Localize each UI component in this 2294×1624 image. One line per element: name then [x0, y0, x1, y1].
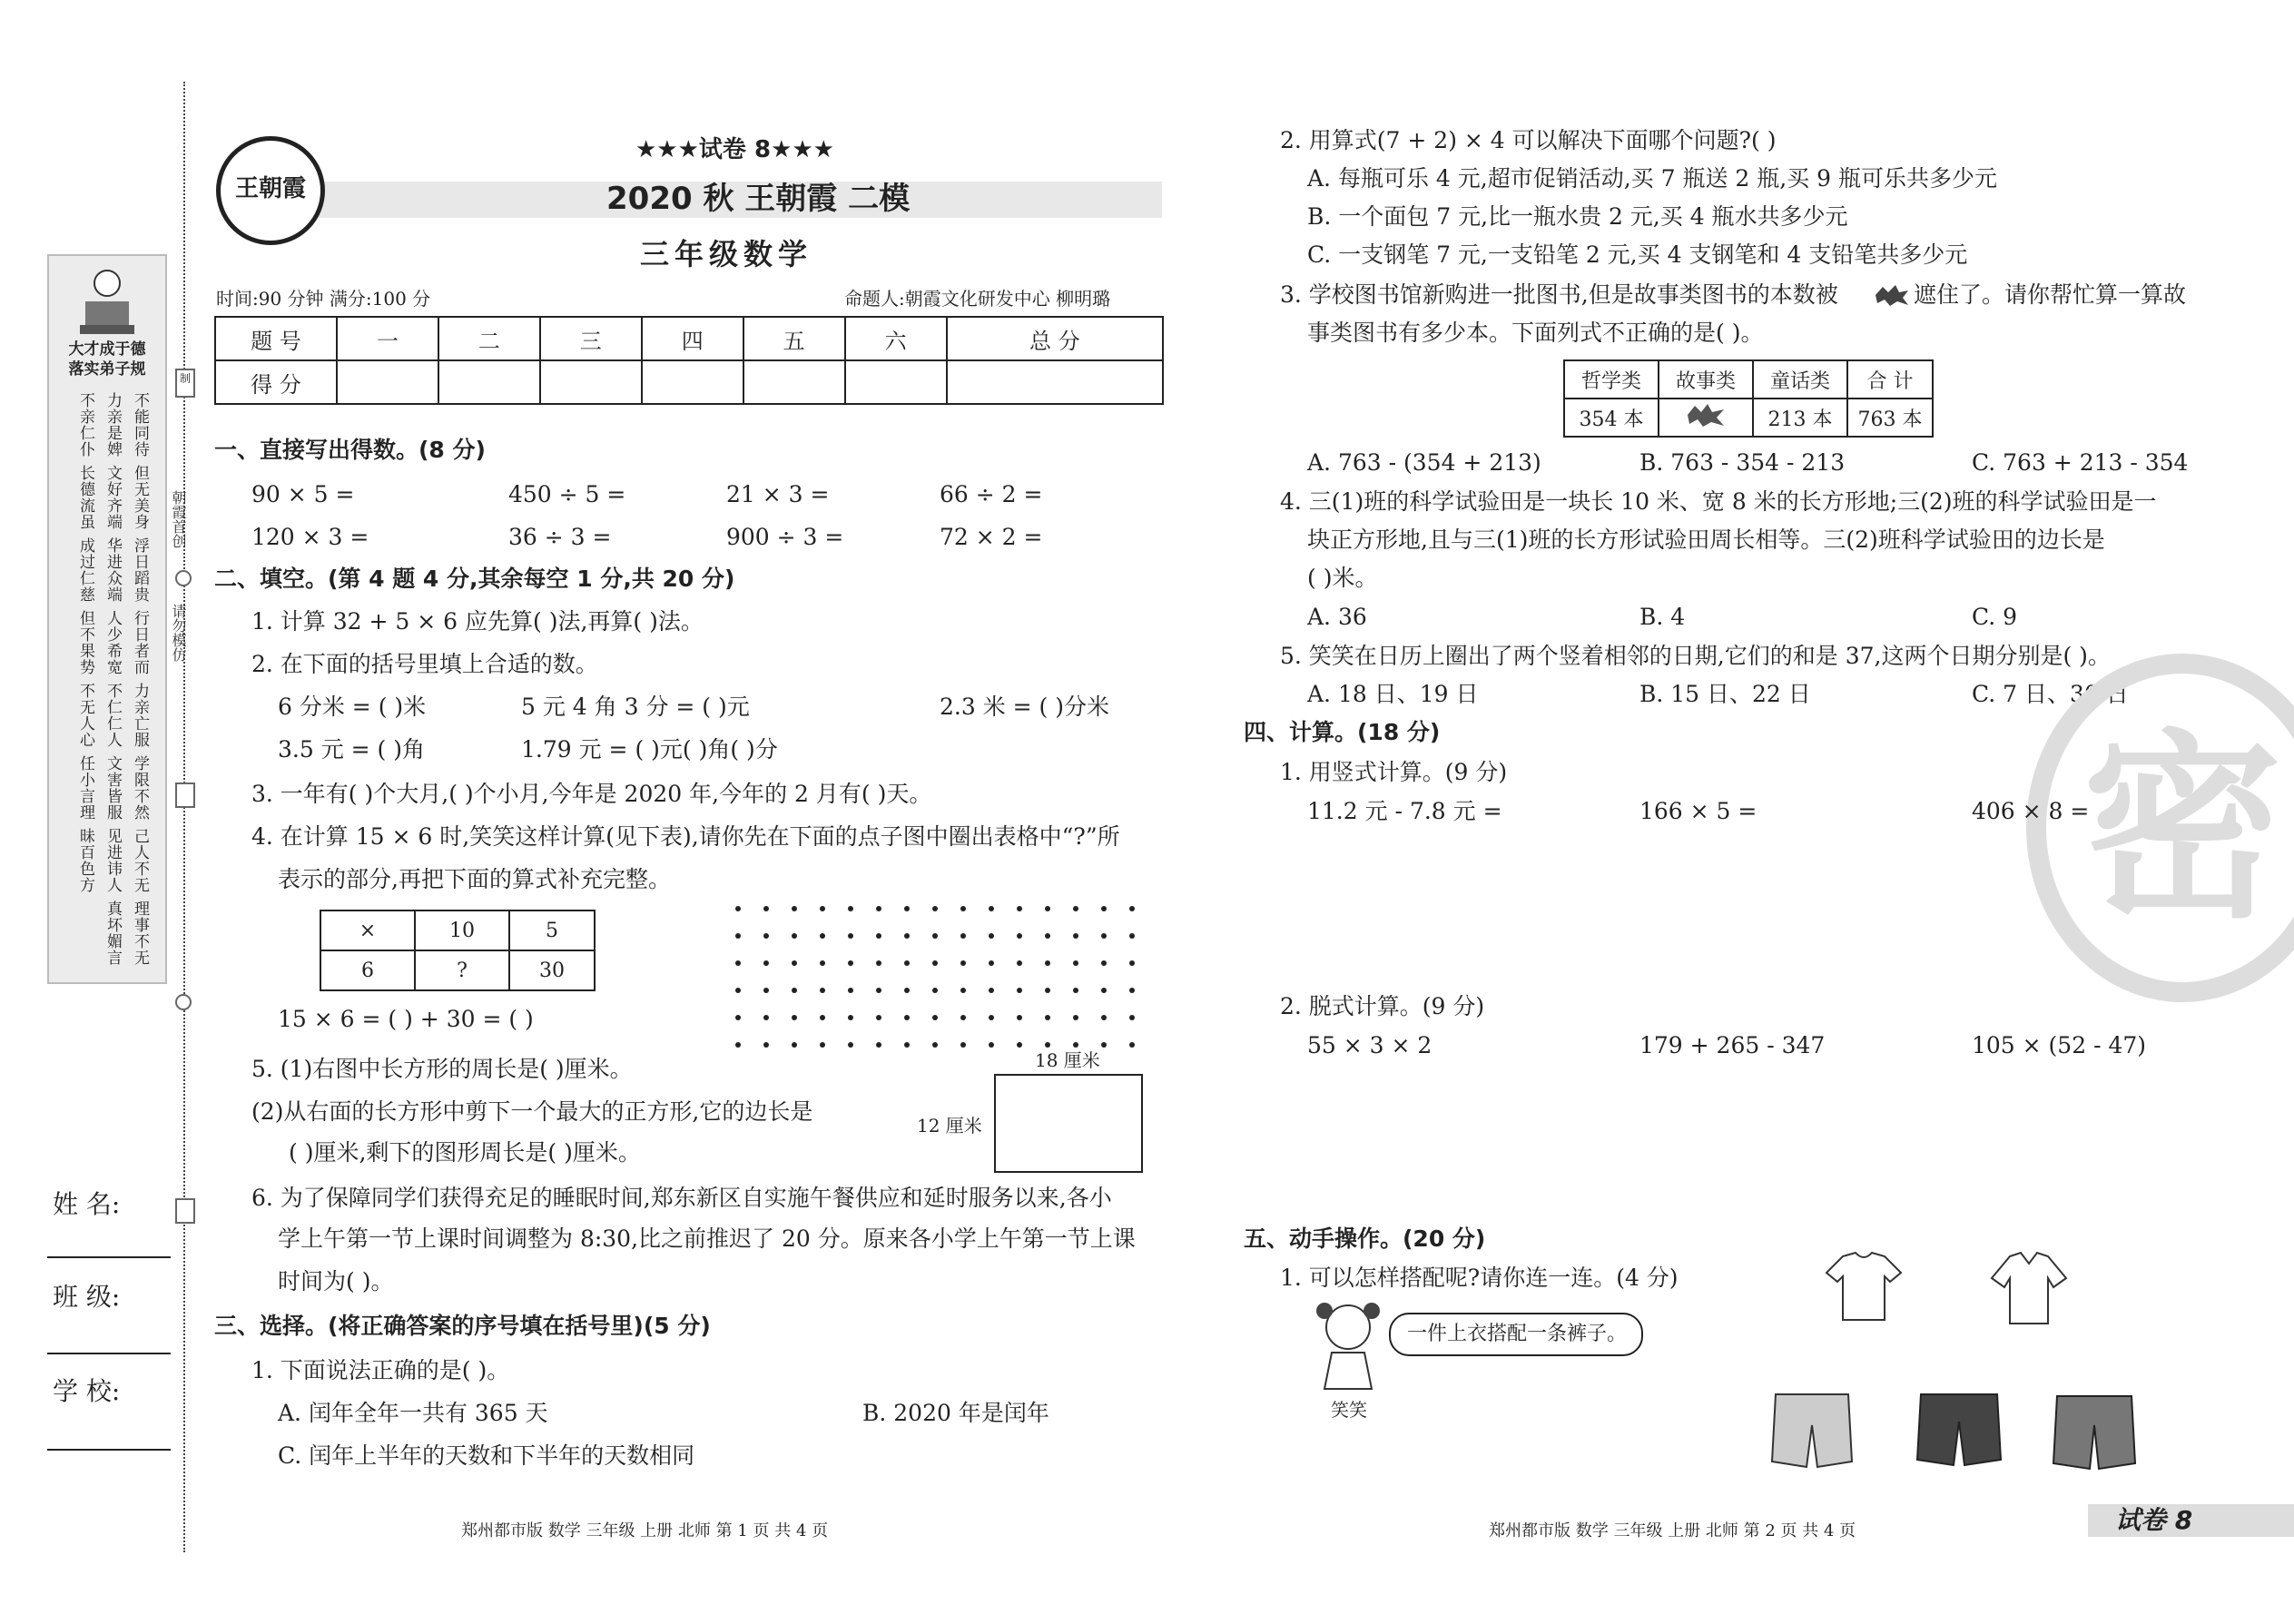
score-input[interactable] — [337, 360, 438, 404]
grid-dot — [820, 1042, 825, 1048]
table-cell: × — [320, 910, 415, 950]
grid-dot — [735, 1015, 741, 1020]
grid-dot — [876, 933, 881, 939]
q3-item-4c: ( )米。 — [1307, 565, 1378, 591]
table-cell: 213 本 — [1753, 399, 1847, 437]
q4-item-1: 1. 用竖式计算。(9 分) — [1280, 759, 1508, 785]
seal-mark-3 — [175, 782, 195, 808]
q3-option: C. 7 日、30 日 — [1972, 681, 2129, 707]
grid-dot — [960, 960, 966, 966]
q2-item-6a: 6. 为了保障同学们获得充足的睡眠时间,郑东新区自实施午餐供应和延时服务以来,各小 — [251, 1185, 1112, 1211]
q4-expr: 55 × 3 × 2 — [1307, 1032, 1433, 1058]
grid-dot — [820, 906, 825, 911]
q1-item: 120 × 3 = — [251, 524, 369, 550]
q3-option: B. 15 日、22 日 — [1639, 681, 1811, 707]
q3-item-3a: 3. 学校图书馆新购进一批图书,但是故事类图书的本数被 — [1280, 281, 1838, 308]
table-cell: ? — [415, 950, 509, 990]
q2-heading: 二、填空。(第 4 题 4 分,其余每空 1 分,共 20 分) — [214, 566, 735, 592]
q4-item-2: 2. 脱式计算。(9 分) — [1280, 993, 1485, 1019]
footer-tag: 试卷 8 — [2115, 1505, 2193, 1535]
ink-blot-icon — [1874, 283, 1910, 307]
grid-dot — [1017, 933, 1022, 939]
q2-item-4c: 15 × 6 = ( ) + 30 = ( ) — [278, 1006, 534, 1032]
q4-expr: 406 × 8 = — [1972, 798, 2090, 824]
girl-label: 笑笑 — [1331, 1399, 1367, 1421]
grid-dot — [1129, 906, 1135, 911]
grid-dot — [792, 1042, 797, 1048]
grid-dot — [1129, 933, 1135, 939]
motto-column: 力亲是婢 — [103, 392, 122, 458]
footer-right: 郑州都市版 数学 三年级 上册 北师 第 2 页 共 4 页 — [1489, 1521, 1856, 1540]
grid-dot — [989, 933, 994, 939]
grid-dot — [1129, 988, 1135, 993]
blouse-icon[interactable] — [1988, 1251, 2070, 1329]
grid-dot — [792, 960, 797, 966]
paper-label: ★★★试卷 8★★★ — [635, 136, 834, 163]
logo-text: 王朝霞 — [234, 175, 306, 202]
motto-column: 不能同待 — [131, 392, 149, 458]
motto-column: 不无人心 — [76, 683, 94, 748]
grid-dot — [1073, 906, 1078, 911]
grid-dot — [1017, 960, 1022, 966]
seal-mark-5 — [175, 1198, 195, 1224]
q3-option: C. 9 — [1972, 604, 2018, 630]
jeans-shorts-icon[interactable] — [1770, 1389, 1854, 1471]
motto-columns — [58, 392, 158, 973]
school-field[interactable] — [47, 1449, 171, 1451]
table-cell — [1659, 399, 1753, 437]
girl-illustration-icon — [1312, 1298, 1384, 1398]
grid-dot — [735, 1042, 741, 1048]
q3-option: A. 763 - (354 + 213) — [1307, 449, 1541, 476]
motto-column: 文好齐端 — [103, 465, 122, 530]
grid-dot — [1045, 1015, 1050, 1020]
score-cell: 四 — [642, 317, 743, 360]
q4-heading: 四、计算。(18 分) — [1244, 719, 1441, 745]
q5-heading: 五、动手操作。(20 分) — [1244, 1225, 1486, 1252]
grid-dot — [1017, 1015, 1022, 1020]
motto-column: 华进众端 — [103, 537, 122, 603]
q3-option: A. 闰年全年一共有 365 天 — [278, 1400, 548, 1426]
grid-dot — [1129, 1042, 1135, 1048]
grid-dot — [1045, 933, 1050, 939]
score-table — [214, 316, 1164, 405]
score-cell: 五 — [743, 317, 845, 360]
grid-dot — [763, 1042, 769, 1048]
grid-dot — [932, 1042, 938, 1048]
exam-title: 2020 秋 王朝霞 二模 — [606, 181, 911, 217]
exam-author: 命题人:朝霞文化研发中心 柳明璐 — [844, 288, 1111, 310]
stamp-character: 密 — [2082, 710, 2282, 945]
binding-dotted-line — [183, 82, 185, 1552]
grid-dot — [1045, 960, 1050, 966]
class-label: 班 级: — [53, 1282, 121, 1312]
q3-option: A. 36 — [1307, 604, 1367, 630]
subject-title: 三年级数学 — [640, 237, 813, 271]
grid-dot — [904, 906, 910, 911]
table-cell: 354 本 — [1564, 399, 1659, 437]
grid-dot — [989, 988, 994, 993]
q3-item-3a2: 遮住了。请你帮忙算一算故 — [1914, 281, 2187, 308]
q3-option: B. 2020 年是闰年 — [862, 1400, 1049, 1426]
table-row — [320, 950, 595, 990]
q3-option: B. 763 - 354 - 213 — [1639, 449, 1846, 476]
grid-dot — [763, 933, 769, 939]
grid-dot — [876, 1015, 881, 1020]
score-value-row — [215, 360, 1163, 404]
grid-dot — [792, 933, 797, 939]
score-input[interactable] — [845, 360, 947, 404]
q4-expr: 11.2 元 - 7.8 元 = — [1307, 798, 1502, 824]
q2-item-2d: 3.5 元 = ( )角 — [278, 736, 425, 763]
rectangle-height-label: 12 厘米 — [917, 1115, 982, 1137]
seal-mark-4 — [175, 994, 192, 1010]
speech-bubble — [1389, 1313, 1643, 1356]
grid-dot — [1017, 906, 1022, 911]
vertical-label-2: 请勿模仿 — [170, 604, 187, 662]
grid-dot — [989, 1015, 994, 1020]
grid-dot — [1101, 933, 1107, 939]
table-row — [1564, 399, 1933, 437]
rectangle-width-label: 18 厘米 — [1035, 1049, 1100, 1071]
q1-item: 66 ÷ 2 = — [940, 481, 1043, 507]
q1-item: 72 × 2 = — [940, 524, 1043, 550]
q2-item-5a: 5. (1)右图中长方形的周长是( )厘米。 — [251, 1056, 633, 1082]
q5-item-1: 1. 可以怎样搭配呢?请你连一连。(4 分) — [1280, 1265, 1679, 1291]
q2-item-6b: 学上午第一节上课时间调整为 8:30,比之前推迟了 20 分。原来各小学上午第一节上课 — [278, 1225, 1136, 1252]
grid-dot — [763, 1015, 769, 1020]
grid-dot — [932, 1015, 938, 1020]
q3-item-3b: 事类图书有多少本。下面列式不正确的是( )。 — [1307, 320, 1764, 346]
score-cell: 二 — [438, 317, 540, 360]
footer-left: 郑州都市版 数学 三年级 上册 北师 第 1 页 共 4 页 — [461, 1521, 829, 1540]
q4-expr: 179 + 265 - 347 — [1639, 1032, 1826, 1058]
score-cell: 六 — [845, 317, 947, 360]
multiplication-table — [320, 910, 596, 991]
grid-dot — [1129, 960, 1135, 966]
table-cell: 6 — [320, 950, 415, 990]
seal-mark-2 — [175, 570, 192, 586]
motto-column: 人少希宽 — [103, 610, 122, 675]
motto-column: 文害皆服 — [103, 755, 122, 821]
grid-dot — [763, 988, 769, 993]
grid-dot — [1045, 988, 1050, 993]
q3-option: C. 763 + 213 - 354 — [1972, 449, 2189, 476]
q2-item-4a: 4. 在计算 15 × 6 时,笑笑这样计算(见下表),请你先在下面的点子图中圈出表格中“?”所 — [251, 823, 1120, 850]
grid-dot — [904, 1042, 910, 1048]
score-header-row — [215, 317, 1163, 360]
grid-dot — [820, 933, 825, 939]
q3-option: C. 闰年上半年的天数和下半年的天数相同 — [278, 1442, 695, 1469]
motto-column: 任小言理 — [76, 755, 94, 821]
name-field[interactable] — [47, 1256, 171, 1258]
score-cell: 一 — [337, 317, 438, 360]
table-cell: 763 本 — [1847, 399, 1933, 437]
grid-dot — [735, 960, 741, 966]
q2-item-2e: 1.79 元 = ( )元( )角( )分 — [521, 736, 778, 763]
motto-column: 长德流虽 — [76, 465, 94, 530]
q1-item: 21 × 3 = — [726, 481, 830, 507]
grid-dot — [792, 1015, 797, 1020]
cartoon-scholar-icon — [76, 265, 138, 338]
grid-dot — [1073, 960, 1078, 966]
table-cell: 合 计 — [1847, 360, 1933, 399]
motto-column: 但不果势 — [76, 610, 94, 675]
plaid-shorts-icon[interactable] — [2052, 1391, 2137, 1472]
table-cell: 故事类 — [1659, 360, 1753, 399]
grid-dot — [876, 960, 881, 966]
vertical-label-1: 朝霞首创 — [170, 490, 187, 548]
table-cell: 30 — [509, 950, 595, 990]
grid-dot — [1073, 1015, 1078, 1020]
grid-dot — [989, 906, 994, 911]
grid-dot — [763, 960, 769, 966]
grid-dot — [960, 933, 966, 939]
q3-item-2: 2. 用算式(7 + 2) × 4 可以解决下面哪个问题?( ) — [1280, 127, 1777, 153]
q1-item: 900 ÷ 3 = — [726, 524, 844, 550]
q3-item-4b: 块正方形地,且与三(1)班的长方形试验田周长相等。三(2)班科学试验田的边长是 — [1307, 527, 2105, 553]
q1-heading: 一、直接写出得数。(8 分) — [214, 437, 486, 463]
q2-item-1: 1. 计算 32 + 5 × 6 应先算( )法,再算( )法。 — [251, 608, 704, 635]
grid-dot — [1017, 1042, 1022, 1048]
q1-item: 36 ÷ 3 = — [508, 524, 612, 550]
ink-blot-icon — [1686, 402, 1726, 428]
motto-column: 见进讳人 — [103, 828, 122, 893]
grid-dot — [820, 960, 825, 966]
grid-dot — [1101, 1042, 1107, 1048]
grid-dot — [1101, 906, 1107, 911]
q2-item-4b: 表示的部分,再把下面的算式补充完整。 — [278, 866, 671, 892]
grid-dot — [1073, 988, 1078, 993]
grid-dot — [1017, 988, 1022, 993]
grid-dot — [876, 906, 881, 911]
q3-option: B. 一个面包 7 元,比一瓶水贵 2 元,买 4 瓶水共多少元 — [1307, 203, 1848, 230]
grid-dot — [1101, 1015, 1107, 1020]
grid-dot — [763, 906, 769, 911]
speech-bubble-text: 一件上衣搭配一条裤子。 — [1407, 1323, 1628, 1345]
grid-dot — [735, 906, 741, 911]
table-cell: 5 — [509, 910, 595, 950]
grid-dot — [848, 1042, 853, 1048]
table-row — [320, 910, 595, 950]
name-label: 姓 名: — [53, 1189, 121, 1219]
q2-item-2a: 6 分米 = ( )米 — [278, 694, 427, 720]
grid-dot — [1101, 960, 1107, 966]
q3-option: A. 18 日、19 日 — [1307, 681, 1479, 707]
grid-dot — [904, 988, 910, 993]
table-cell: 童话类 — [1753, 360, 1847, 399]
score-input[interactable] — [743, 360, 845, 404]
motto-column: 己人不无 — [131, 828, 149, 893]
q1-item: 90 × 5 = — [251, 481, 355, 507]
q3-item-4a: 4. 三(1)班的科学试验田是一块长 10 米、宽 8 米的长方形地;三(2)班的科学试验田是一 — [1280, 488, 2157, 515]
book-table — [1563, 359, 1934, 438]
table-row — [1564, 360, 1933, 399]
grid-dot — [960, 1042, 966, 1048]
q2-item-5c: ( )厘米,剩下的图形周长是( )厘米。 — [289, 1139, 641, 1166]
grid-dot — [792, 988, 797, 993]
motto-column: 昧百色方 — [76, 828, 94, 893]
grid-dot — [848, 1015, 853, 1020]
class-field[interactable] — [47, 1353, 171, 1354]
grid-dot — [848, 960, 853, 966]
grid-dot — [989, 960, 994, 966]
q2-item-2c: 2.3 米 = ( )分米 — [940, 694, 1109, 720]
motto-column: 真坏媚言 — [103, 901, 122, 966]
score-input[interactable] — [540, 360, 642, 404]
q3-item-1: 1. 下面说法正确的是( )。 — [251, 1357, 510, 1383]
grid-dot — [1073, 933, 1078, 939]
table-cell: 哲学类 — [1564, 360, 1659, 399]
q1-item: 450 ÷ 5 = — [508, 481, 626, 507]
grid-dot — [1101, 988, 1107, 993]
score-cell: 三 — [540, 317, 642, 360]
grid-dot — [904, 933, 910, 939]
seal-mark-1: 制 — [175, 369, 195, 398]
q3-option: C. 一支钢笔 7 元,一支铅笔 2 元,买 4 支钢笔和 4 支铅笔共多少元 — [1307, 241, 1968, 268]
motto-column: 但无美身 — [131, 465, 149, 530]
grid-dot — [904, 960, 910, 966]
q3-item-5: 5. 笑笑在日历上圈出了两个竖着相邻的日期,它们的和是 37,这两个日期分别是( )。 — [1280, 643, 2111, 669]
score-cell: 得 分 — [215, 360, 337, 404]
q3-option: A. 每瓶可乐 4 元,超市促销活动,买 7 瓶送 2 瓶,买 9 瓶可乐共多少元 — [1307, 165, 1997, 192]
exam-time: 时间:90 分钟 满分:100 分 — [216, 288, 431, 310]
grid-dot — [904, 1015, 910, 1020]
grid-dot — [989, 1042, 994, 1048]
motto-column: 行日者而 — [131, 610, 149, 675]
grid-dot — [820, 988, 825, 993]
school-label: 学 校: — [53, 1376, 121, 1406]
grid-dot — [1129, 1015, 1135, 1020]
q3-heading: 三、选择。(将正确答案的序号填在括号里)(5 分) — [214, 1313, 711, 1339]
score-input[interactable] — [438, 360, 540, 404]
score-cell: 总 分 — [947, 317, 1163, 360]
motto-column: 不仁仁人 — [103, 683, 122, 748]
q2-item-5b: (2)从右面的长方形中剪下一个最大的正方形,它的边长是 — [251, 1098, 813, 1125]
sport-shorts-icon[interactable] — [1915, 1391, 2003, 1471]
motto-title: 大才成于德 落实弟子规 — [68, 340, 146, 379]
q2-item-2b: 5 元 4 角 3 分 = ( )元 — [521, 694, 750, 720]
dot-grid[interactable] — [735, 906, 1155, 1060]
motto-column: 学限不然 — [131, 755, 149, 821]
motto-column: 浮日蹈贵 — [131, 537, 149, 603]
score-input[interactable] — [947, 360, 1163, 404]
tshirt-icon[interactable] — [1825, 1251, 1903, 1324]
q2-item-2: 2. 在下面的括号里填上合适的数。 — [251, 651, 598, 677]
motto-column: 不亲仁仆 — [76, 392, 94, 458]
grid-dot — [848, 933, 853, 939]
rectangle-figure — [994, 1074, 1143, 1173]
grid-dot — [932, 933, 938, 939]
grid-dot — [820, 1015, 825, 1020]
grid-dot — [792, 906, 797, 911]
q4-expr: 166 × 5 = — [1639, 798, 1757, 824]
grid-dot — [932, 960, 938, 966]
grid-dot — [1045, 906, 1050, 911]
q2-item-3: 3. 一年有( )个大月,( )个小月,今年是 2020 年,今年的 2 月有( )天。 — [251, 781, 932, 807]
grid-dot — [735, 988, 741, 993]
motto-panel — [47, 254, 167, 984]
grid-dot — [960, 988, 966, 993]
grid-dot — [932, 988, 938, 993]
q4-expr: 105 × (52 - 47) — [1972, 1032, 2147, 1058]
q2-item-6c: 时间为( )。 — [278, 1268, 394, 1294]
score-cell: 题 号 — [215, 317, 337, 360]
logo-seal — [216, 136, 325, 245]
motto-column: 理事不无 — [131, 901, 149, 966]
grid-dot — [848, 988, 853, 993]
grid-dot — [735, 933, 741, 939]
grid-dot — [876, 988, 881, 993]
motto-column: 成过仁慈 — [76, 537, 94, 603]
grid-dot — [960, 1015, 966, 1020]
grid-dot — [876, 1042, 881, 1048]
score-input[interactable] — [642, 360, 743, 404]
grid-dot — [960, 906, 966, 911]
motto-column: 力亲亡服 — [131, 683, 149, 748]
grid-dot — [848, 906, 853, 911]
grid-dot — [932, 906, 938, 911]
q3-option: B. 4 — [1639, 604, 1686, 630]
table-cell: 10 — [415, 910, 509, 950]
